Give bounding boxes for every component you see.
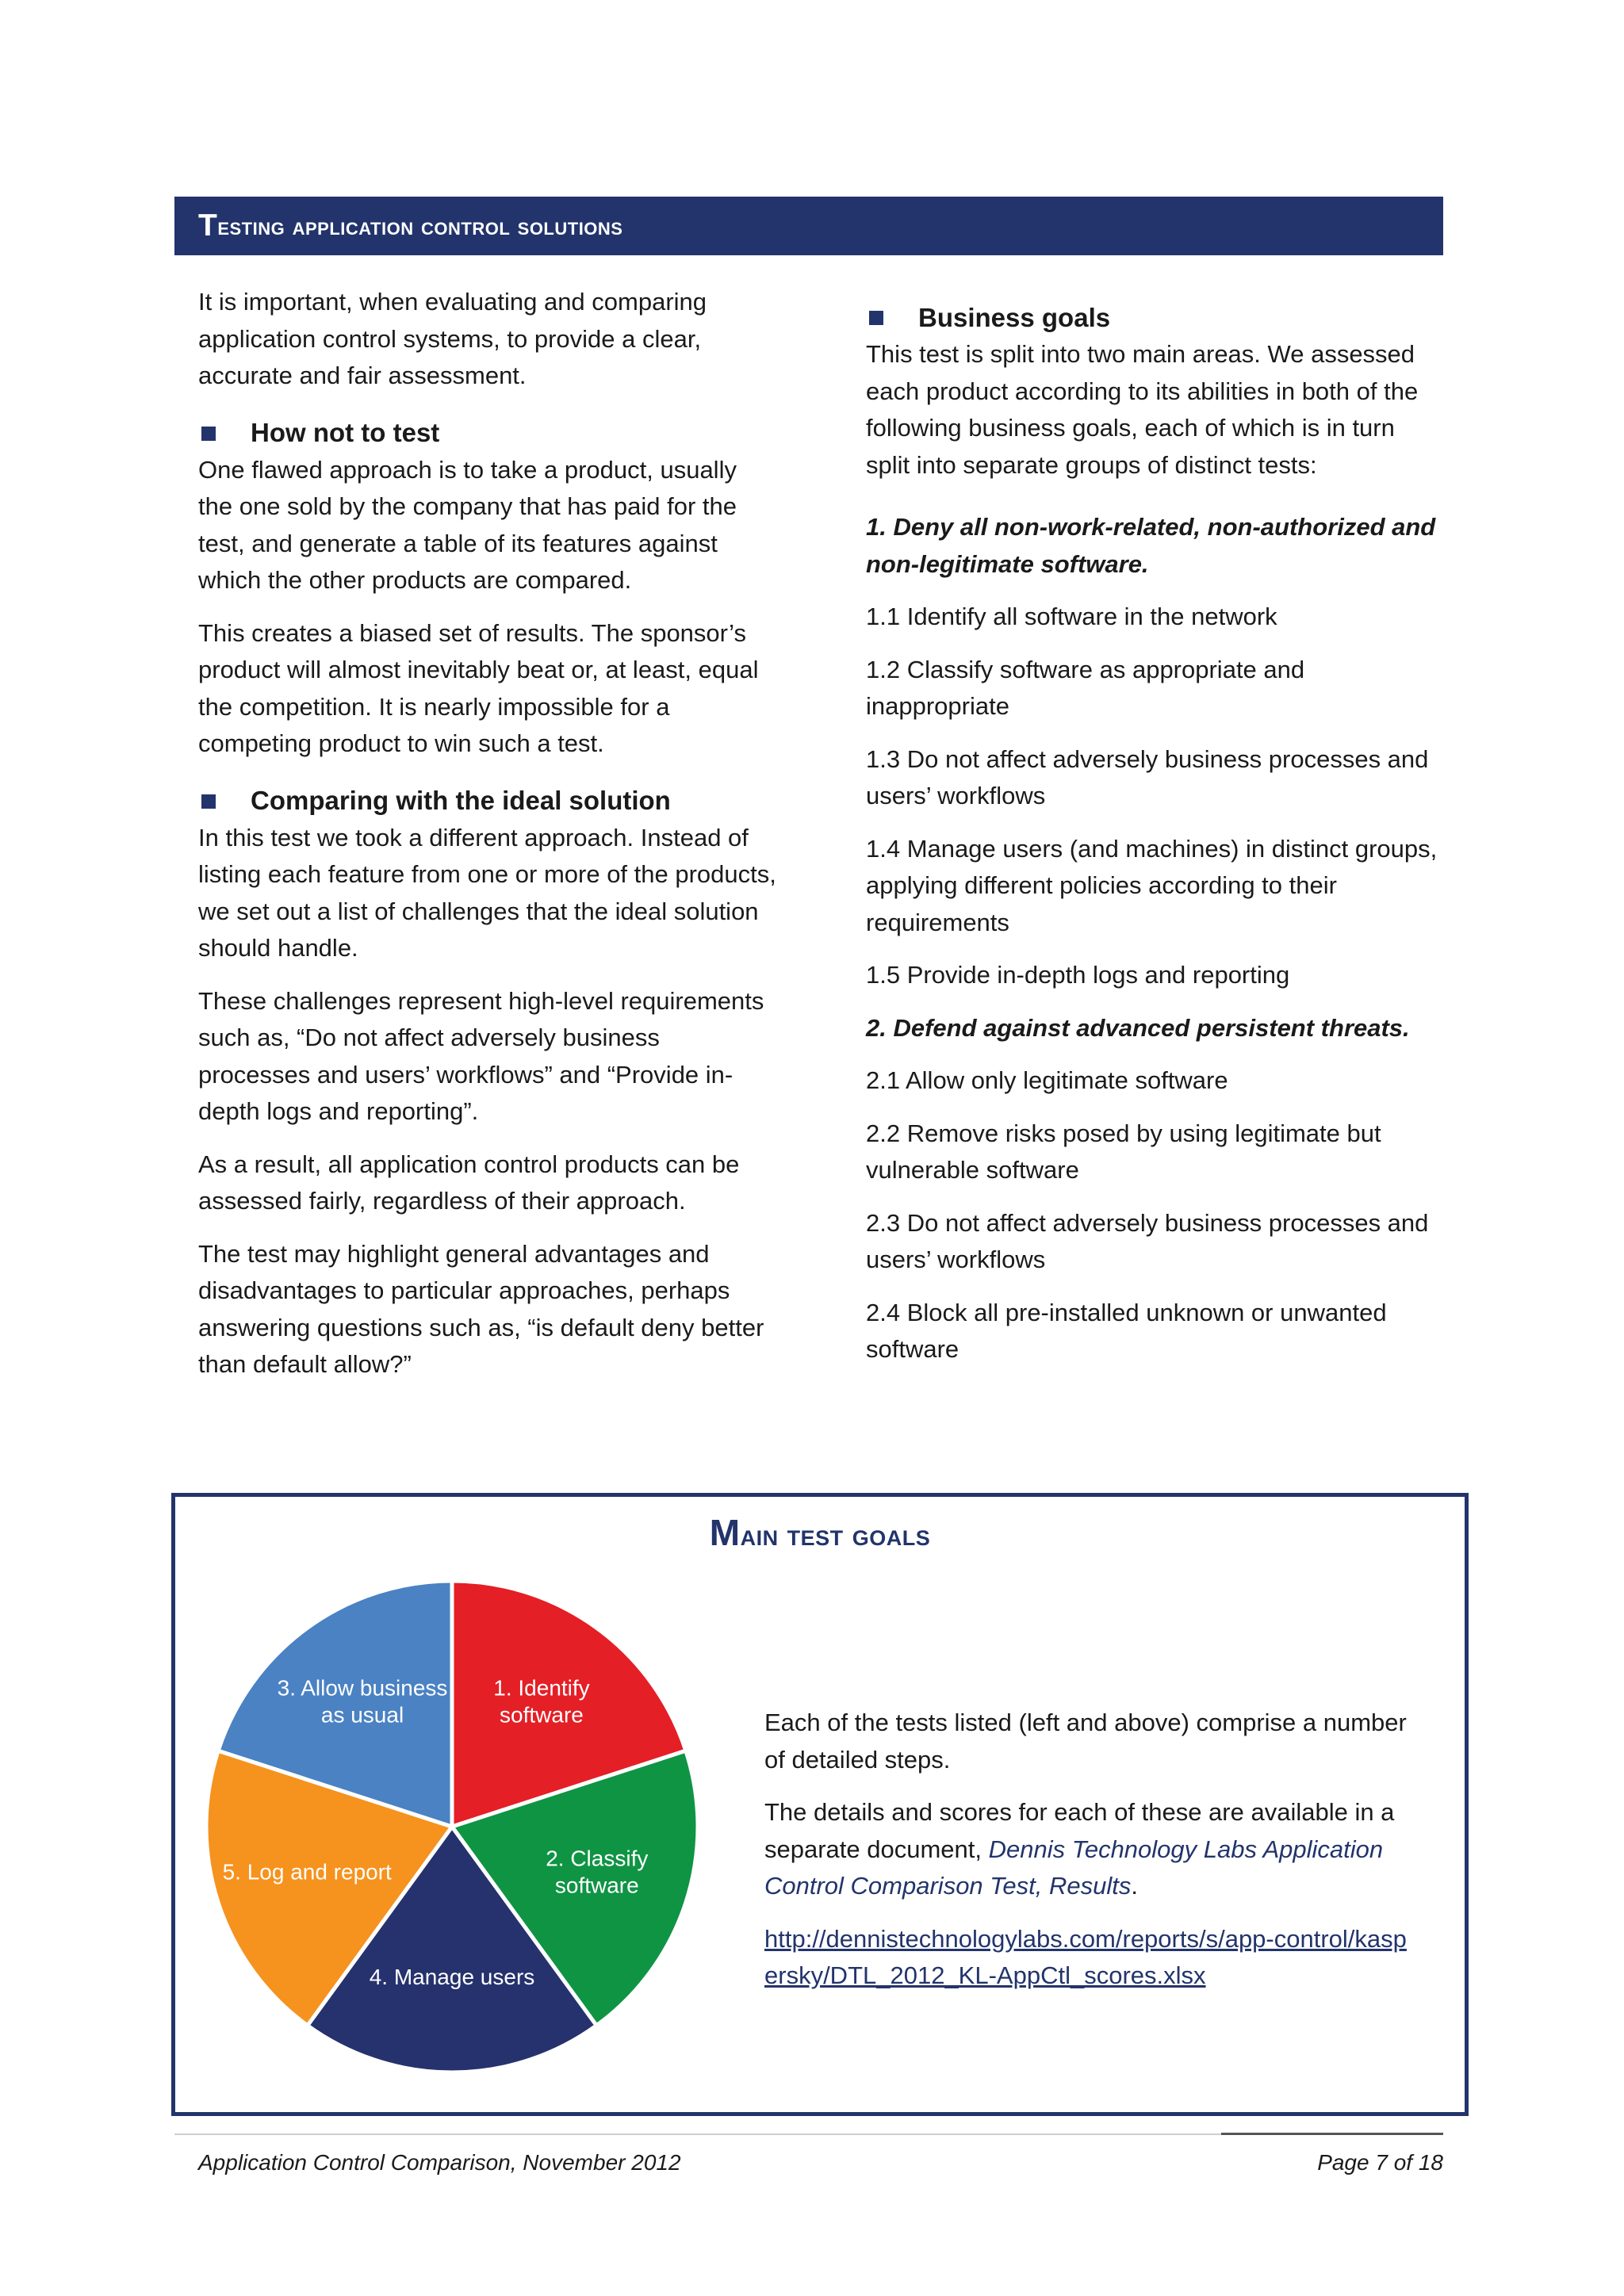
results-document-title: Dennis Technology Labs Application Control Comparison Test, Results bbox=[764, 1835, 1384, 1900]
main-test-goals-title bbox=[175, 1511, 1465, 1554]
paragraph: This creates a biased set of results. The sponsor’s product will almost inevitably beat or, at least, equal the competition. It is nearly impossible for a competing product to win such a test. bbox=[198, 618, 759, 757]
section-title: esting application control solutions bbox=[217, 211, 623, 240]
goal-title-initial: M bbox=[709, 1512, 741, 1553]
goal-1-title: 1. Deny all non-work-related, non-authorized and non-legitimate software. bbox=[866, 513, 1436, 578]
paragraph: In this test we took a different approach. Instead of listing each feature from one or more of the products, we set out a list of challenges that the ideal solution should handle. bbox=[198, 823, 776, 962]
list-item: 2.1 Allow only legitimate software bbox=[866, 1066, 1228, 1094]
pie-slice-label: 2. Classify software bbox=[546, 1846, 649, 1898]
right-column bbox=[866, 300, 1443, 1384]
main-test-goals-box bbox=[171, 1493, 1469, 2116]
list-item: 2.2 Remove risks posed by using legitimate but vulnerable software bbox=[866, 1119, 1381, 1184]
paragraph: Each of the tests listed (left and above) comprise a number of detailed steps. bbox=[764, 1709, 1407, 1774]
paragraph: This test is split into two main areas. We assessed each product according to its abilities in both of the following business goals, each of which is in turn split into separate groups of distinct tests: bbox=[866, 340, 1419, 479]
ideal-solution-heading bbox=[198, 783, 777, 820]
paragraph: One flawed approach is to take a product, usually the one sold by the company that has paid for the test, and generate a table of its features against which the other products are compared. bbox=[198, 455, 737, 594]
business-goals-heading bbox=[866, 300, 1443, 336]
text-suffix: . bbox=[1131, 1872, 1138, 1900]
paragraph: These challenges represent high-level requirements such as, “Do not affect adversely business processes and users’ workflows” and “Provide in-depth logs and reporting”. bbox=[198, 986, 764, 1125]
heading-text: Comparing with the ideal solution bbox=[251, 786, 671, 816]
footer-divider-accent bbox=[1221, 2133, 1443, 2135]
list-item: 1.5 Provide in-depth logs and reporting bbox=[866, 961, 1290, 989]
list-item: 2.3 Do not affect adversely business processes and users’ workflows bbox=[866, 1208, 1429, 1273]
list-item: 2.4 Block all pre-installed unknown or unwanted software bbox=[866, 1298, 1387, 1363]
goal-title-rest: ain test goals bbox=[740, 1519, 931, 1552]
pie-slice-label: 1. Identify software bbox=[493, 1675, 590, 1728]
list-item: 1.4 Manage users (and machines) in distinct groups, applying different policies according to their requirements bbox=[866, 834, 1438, 936]
page-number: Page 7 of 18 bbox=[1317, 2150, 1443, 2175]
left-column bbox=[198, 284, 777, 1399]
square-bullet-icon bbox=[201, 427, 216, 441]
text-prefix: The details and scores for each of these are available in a separate document, bbox=[764, 1798, 1395, 1863]
section-title-banner bbox=[174, 197, 1443, 255]
section-title-initial: T bbox=[198, 209, 218, 243]
how-not-to-test-heading bbox=[198, 415, 777, 452]
paragraph bbox=[764, 1921, 1407, 1995]
heading-text: How not to test bbox=[251, 418, 440, 448]
pie-slice-label: 5. Log and report bbox=[222, 1859, 392, 1885]
pie-slice-label: 3. Allow business as usual bbox=[277, 1675, 448, 1728]
list-item: 1.3 Do not affect adversely business processes and users’ workflows bbox=[866, 744, 1429, 809]
test-goals-pie-chart bbox=[204, 1573, 711, 2080]
footer-title: Application Control Comparison, November 2012 bbox=[198, 2150, 681, 2175]
heading-text: Business goals bbox=[918, 302, 1111, 332]
intro-paragraph: It is important, when evaluating and comparing application control systems, to provide a clear, accurate and fair assessment. bbox=[198, 288, 707, 389]
pie-slice-label: 4. Manage users bbox=[369, 1965, 535, 1990]
list-item: 1.1 Identify all software in the network bbox=[866, 603, 1277, 630]
paragraph: As a result, all application control products can be assessed fairly, regardless of their approach. bbox=[198, 1150, 740, 1215]
goal-2-title: 2. Defend against advanced persistent threats. bbox=[866, 1013, 1410, 1042]
square-bullet-icon bbox=[201, 794, 216, 809]
list-item: 1.2 Classify software as appropriate and inappropriate bbox=[866, 655, 1305, 720]
paragraph bbox=[764, 1794, 1407, 1905]
goal-description bbox=[764, 1705, 1407, 2011]
paragraph: The test may highlight general advantages and disadvantages to particular approaches, perhaps answering questions such as, “is default deny better than default allow?” bbox=[198, 1239, 764, 1378]
results-link[interactable]: http://dennistechnologylabs.com/reports/s/app-control/kaspersky/DTL_2012_KL-AppCtl_scores.xlsx bbox=[764, 1924, 1407, 1989]
square-bullet-icon bbox=[869, 311, 883, 325]
